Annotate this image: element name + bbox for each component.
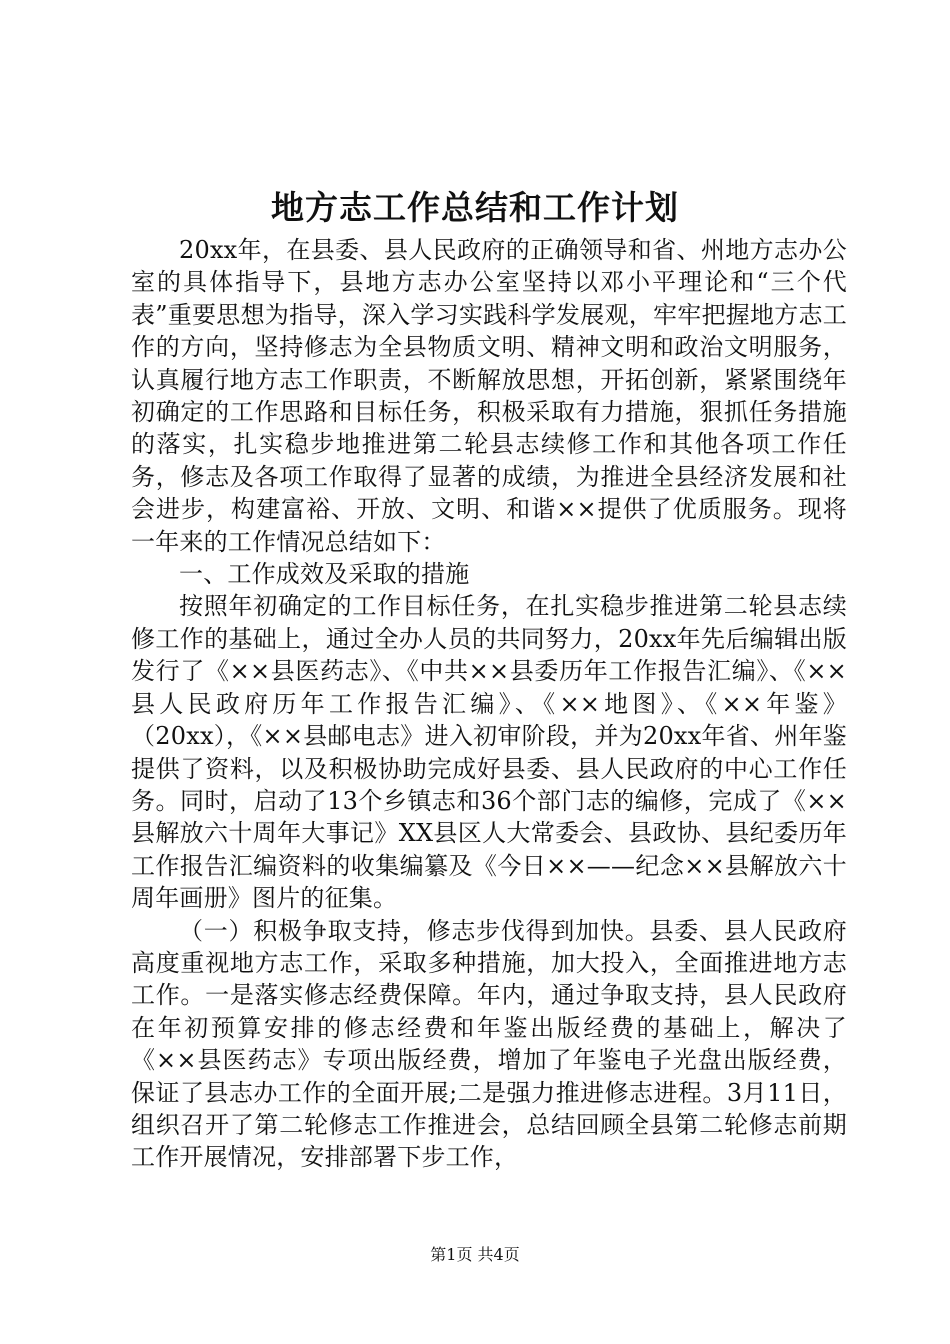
paragraph-support: （一）积极争取支持，修志步伐得到加快。县委、县人民政府高度重视地方志工作，采取多种措施，加大投入，全面推进地方志工作。一是落实修志经费保障。年内，通过争取支持，县人民政府在年初预算安排的修志经费和年鉴出版经费的基础上，解决了《××县医药志》专项出版经费，增加了年鉴电子光盘出版经费，保证了县志办工作的全面开展;二是强力推进修志进程。3月11日，组织召开了第二轮修志工作推进会，总结回顾全县第二轮修志前期工作开展情况，安排部署下步工作， — [131, 916, 847, 1172]
document-title: 地方志工作总结和工作计划 — [271, 188, 679, 227]
page-footer: 第1页 共4页 — [430, 1245, 520, 1264]
paragraph-intro: 20xx年，在县委、县人民政府的正确领导和省、州地方志办公室的具体指导下，县地方志办公室坚持以邓小平理论和“三个代表”重要思想为指导，深入学习实践科学发展观，牢牢把握地方志工作的方向，坚持修志为全县物质文明、精神文明和政治文明服务，认真履行地方志工作职责，不断解放思想，开拓创新，紧紧围绕年初确定的工作思路和目标任务，积极采取有力措施，狠抓任务措施的落实，扎实稳步地推进第二轮县志续修工作和其他各项工作任务，修志及各项工作取得了显著的成绩，为推进全县经济发展和社会进步，构建富裕、开放、文明、和谐××提供了优质服务。现将一年来的工作情况总结如下： — [131, 236, 847, 556]
section-heading: 一、工作成效及采取的措施 — [179, 560, 470, 589]
document-body — [131, 234, 847, 1174]
paragraph-achievements: 按照年初确定的工作目标任务，在扎实稳步推进第二轮县志续修工作的基础上，通过全办人员的共同努力，20xx年先后编辑出版发行了《××县医药志》、《中共××县委历年工作报告汇编》、《××县人民政府历年工作报告汇编》、《××地图》、《××年鉴》（20xx），《××县邮电志》进入初审阶段，并为20xx年省、州年鉴提供了资料，以及积极协助完成好县委、县人民政府的中心工作任务。同时，启动了13个乡镇志和36个部门志的编修，完成了《××县解放六十周年大事记》XX县区人大常委会、县政协、县纪委历年工作报告汇编资料的收集编纂及《今日××——纪念××县解放六十周年画册》图片的征集。 — [131, 592, 847, 913]
